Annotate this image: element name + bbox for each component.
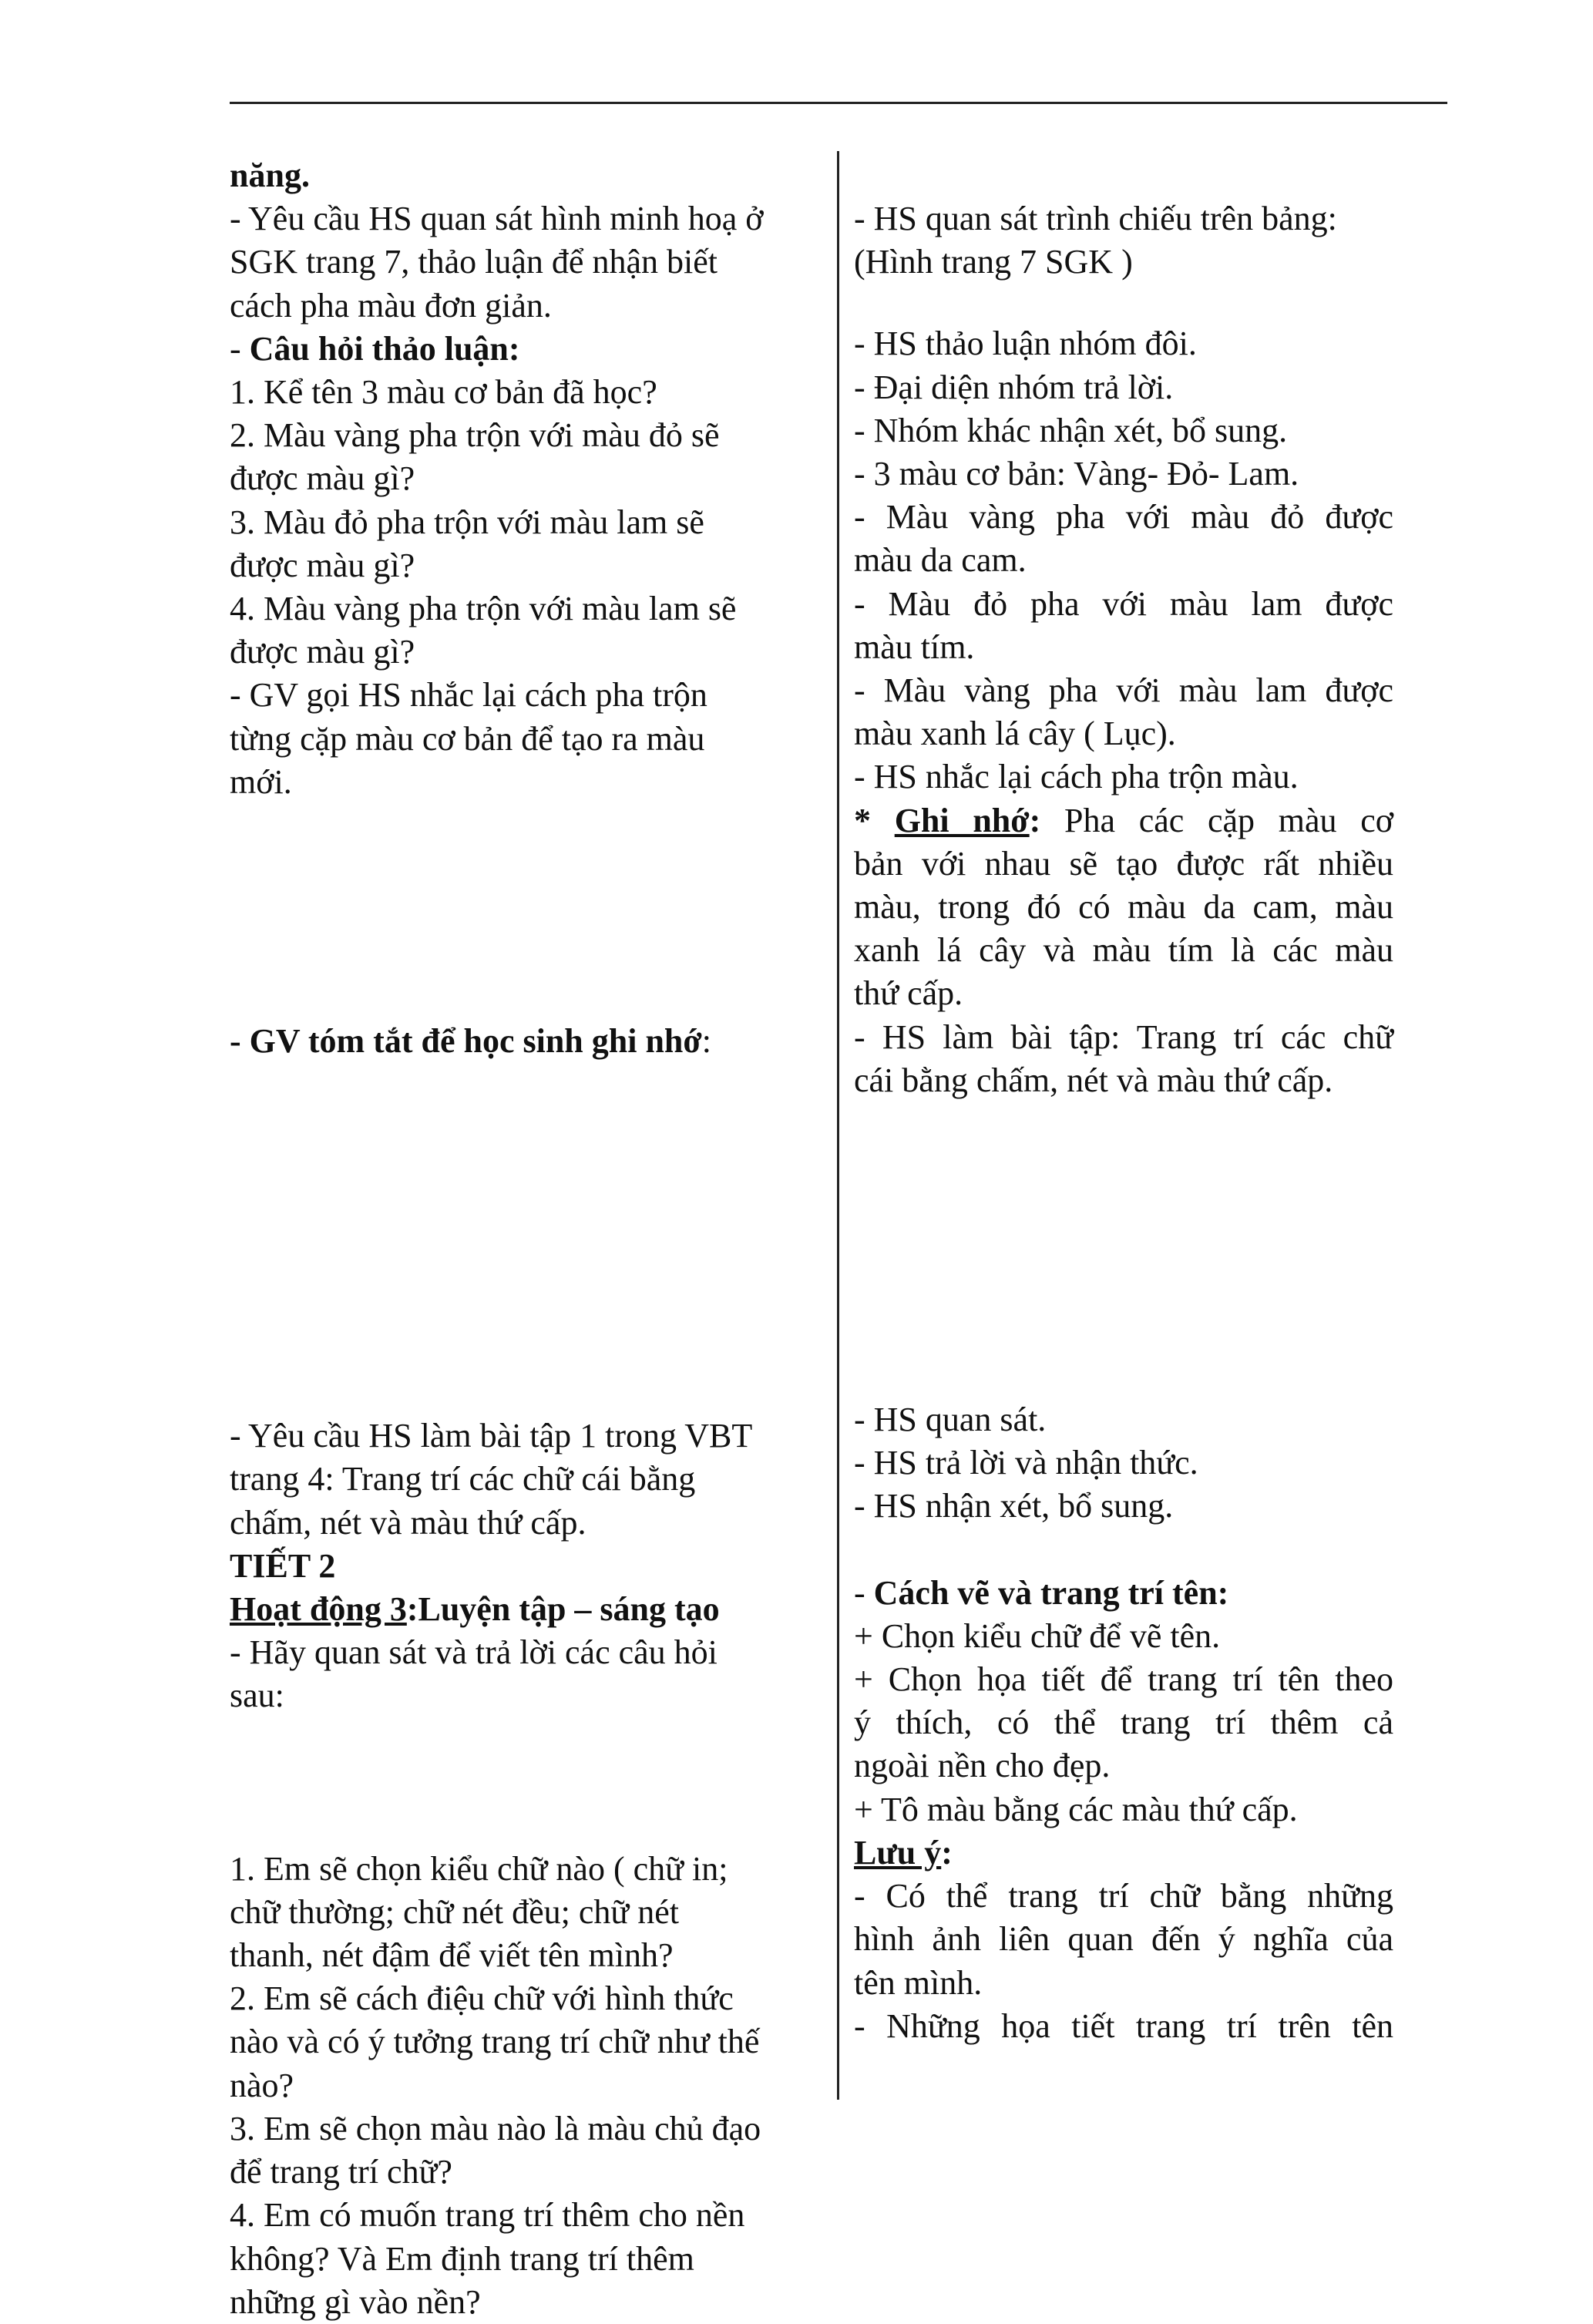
underlined-text: Lưu ý: [854, 1833, 942, 1872]
bold-text: năng.: [230, 156, 310, 194]
question-line: để trang trí chữ?: [230, 2153, 452, 2191]
header-rule: [230, 102, 1447, 104]
prompt-line: - Hãy quan sát và trả lời các câu hỏi: [230, 1633, 718, 1672]
note-line: hình ảnh liên quan đến ý nghĩa của: [854, 1920, 1393, 1959]
bold-text: TIẾT 2: [230, 1546, 336, 1585]
response-line: - 3 màu cơ bản: Vàng- Đỏ- Lam.: [854, 455, 1299, 493]
note-line: - Những họa tiết trang trí trên tên: [854, 2006, 1393, 2045]
question-line: 1. Em sẽ chọn kiểu chữ nào ( chữ in;: [230, 1849, 728, 1888]
note-line: - Có thể trang trí chữ bằng những: [854, 1877, 1393, 1915]
note-line: tên mình.: [854, 1963, 983, 2002]
exercise-line: trang 4: Trang trí các chữ cái bằng: [230, 1460, 696, 1498]
bold-text: Cách vẽ và trang trí tên:: [873, 1573, 1229, 1612]
step-line: ý thích, có thể trang trí thêm cả: [854, 1703, 1393, 1742]
note-heading: [854, 1831, 1393, 1875]
colon: :: [1029, 801, 1041, 839]
summary-heading: [230, 1020, 831, 1063]
question-line: thanh, nét đậm để viết tên mình?: [230, 1936, 674, 1975]
question-line: 4. Em có muốn trang trí thêm cho nền: [230, 2196, 745, 2235]
question-line: những gì vào nền?: [230, 2282, 481, 2321]
question-line: được màu gì?: [230, 546, 415, 584]
bold-text: - GV tóm tắt để học sinh ghi nhớ: [230, 1022, 702, 1061]
teacher-line: - GV gọi HS nhắc lại cách pha trộn: [230, 676, 707, 715]
dash: -: [230, 329, 250, 368]
response-line: - HS làm bài tập: Trang trí các chữ: [854, 1017, 1393, 1056]
bold-text: Câu hỏi thảo luận:: [249, 329, 520, 368]
response-line: màu da cam.: [854, 541, 1027, 580]
question-line: không? Và Em định trang trí thêm: [230, 2239, 694, 2278]
teacher-activities-column: [230, 154, 831, 2324]
underlined-text: Hoạt động 3: [230, 1590, 407, 1629]
response-line: - HS nhắc lại cách pha trộn màu.: [854, 758, 1299, 796]
step-line: + Tô màu bằng các màu thứ cấp.: [854, 1790, 1298, 1828]
instruction-line: - Yêu cầu HS quan sát hình minh hoạ ở: [230, 200, 764, 238]
question-line: 3. Màu đỏ pha trộn với màu lam sẽ: [230, 503, 704, 541]
method-heading: [854, 1572, 1393, 1615]
question-line: nào và có ý tưởng trang trí chữ như thế: [230, 2023, 760, 2061]
response-line: - Màu đỏ pha với màu lam được: [854, 584, 1393, 623]
column-divider: [837, 151, 839, 2100]
teacher-line: mới.: [230, 762, 292, 801]
instruction-line: cách pha màu đơn giản.: [230, 286, 552, 325]
question-line: nào?: [230, 2066, 294, 2104]
line-nang: [230, 154, 831, 197]
response-line: - Màu vàng pha với màu lam được: [854, 671, 1393, 710]
remember-note: [854, 799, 1393, 842]
exercise-line: chấm, nét và màu thứ cấp.: [230, 1503, 586, 1542]
teacher-line: từng cặp màu cơ bản để tạo ra màu: [230, 719, 705, 758]
question-line: chữ thường; chữ nét đều; chữ nét: [230, 1892, 679, 1931]
student-activities-column: [854, 197, 1393, 2048]
question-line: được màu gì?: [230, 633, 415, 671]
prompt-line: sau:: [230, 1677, 284, 1715]
underlined-text: Ghi nhớ: [894, 801, 1030, 839]
dash: -: [854, 1573, 874, 1612]
discussion-heading: [230, 328, 831, 371]
response-line: - Nhóm khác nhận xét, bổ sung.: [854, 411, 1288, 449]
step-line: + Chọn họa tiết để trang trí tên theo: [854, 1660, 1393, 1699]
colon: :: [941, 1833, 953, 1872]
note-text: Pha các cặp màu cơ: [1040, 801, 1393, 839]
activity-heading: [230, 1588, 831, 1631]
response-line: - Màu vàng pha với màu đỏ được: [854, 498, 1393, 536]
response-line: - HS thảo luận nhóm đôi.: [854, 325, 1197, 363]
response-line: - Đại diện nhóm trả lời.: [854, 368, 1174, 406]
note-line: thứ cấp.: [854, 974, 963, 1013]
response-line: màu tím.: [854, 627, 975, 666]
response-line: - HS quan sát trình chiếu trên bảng:: [854, 200, 1337, 237]
star: *: [854, 801, 895, 839]
instruction-line: SGK trang 7, thảo luận để nhận biết: [230, 243, 718, 281]
note-line: màu, trong đó có màu da cam, màu: [854, 888, 1393, 927]
note-line: bản với nhau sẽ tạo được rất nhiều: [854, 844, 1393, 883]
response-line: - HS trả lời và nhận thức.: [854, 1444, 1198, 1482]
exercise-line: - Yêu cầu HS làm bài tập 1 trong VBT: [230, 1417, 753, 1455]
question-line: 3. Em sẽ chọn màu nào là màu chủ đạo: [230, 2109, 761, 2147]
note-line: xanh lá cây và màu tím là các màu: [854, 931, 1393, 970]
response-line: màu xanh lá cây ( Lục).: [854, 715, 1176, 753]
step-line: ngoài nền cho đẹp.: [854, 1747, 1111, 1785]
response-line: cái bằng chấm, nét và màu thứ cấp.: [854, 1061, 1333, 1099]
question-line: 1. Kể tên 3 màu cơ bản đã học?: [230, 373, 657, 412]
question-line: 4. Màu vàng pha trộn với màu lam sẽ: [230, 590, 737, 628]
response-line: - HS quan sát.: [854, 1401, 1047, 1439]
step-line: + Chọn kiểu chữ để vẽ tên.: [854, 1616, 1221, 1655]
colon: :: [701, 1022, 711, 1061]
bold-text: :Luyện tập – sáng tạo: [406, 1590, 720, 1629]
response-line: (Hình trang 7 SGK ): [854, 243, 1133, 281]
lesson-heading: [230, 1545, 831, 1588]
question-line: 2. Em sẽ cách điệu chữ với hình thức: [230, 1979, 734, 2018]
question-line: được màu gì?: [230, 459, 415, 498]
question-line: 2. Màu vàng pha trộn với màu đỏ sẽ: [230, 416, 720, 455]
response-line: - HS nhận xét, bổ sung.: [854, 1487, 1174, 1525]
